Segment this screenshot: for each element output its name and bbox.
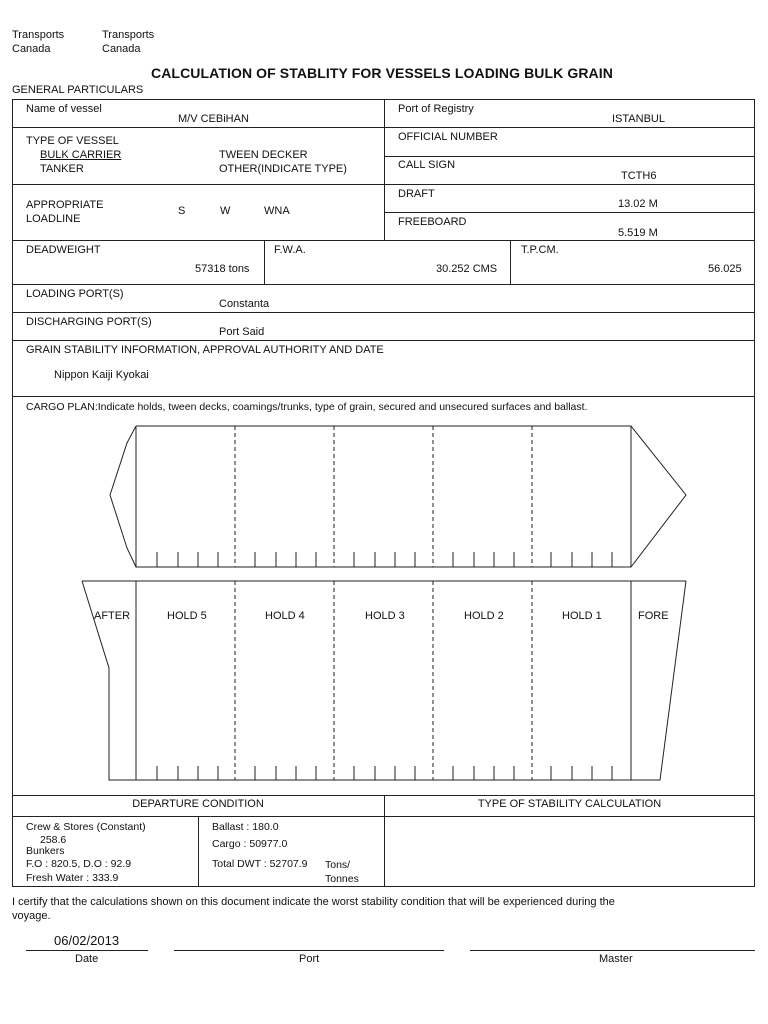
crew-stores-value: 258.6: [40, 834, 67, 846]
tpcm-value: 56.025: [708, 263, 742, 275]
brand-right-line2: Canada: [102, 43, 141, 55]
certification-text: [12, 895, 615, 923]
official-number-label: OFFICIAL NUMBER: [398, 131, 498, 143]
discharging-port-label: DISCHARGING PORT(S): [26, 316, 152, 328]
loadline-label-line2: LOADLINE: [26, 213, 81, 225]
call-sign-value: TCTH6: [621, 170, 657, 182]
deadweight-value: 57318 tons: [195, 263, 250, 275]
type-tanker: TANKER: [40, 163, 84, 175]
freeboard-label: FREEBOARD: [398, 216, 467, 228]
cargo-plan-label: CARGO PLAN:Indicate holds, tween decks, coamings/trunks, type of grain, secured and unsecured surfaces and ballast.: [26, 401, 588, 413]
section-title: GENERAL PARTICULARS: [12, 84, 144, 96]
section-hold-1: HOLD 1: [562, 610, 602, 622]
type-tween-decker: TWEEN DECKER: [219, 149, 308, 161]
draft-value: 13.02 M: [618, 198, 658, 210]
brand-left-line1: Transports: [12, 29, 65, 41]
vessel-type-label: TYPE OF VESSEL: [26, 135, 119, 147]
master-signature-line: [470, 950, 755, 951]
loadline-wna: WNA: [264, 205, 290, 217]
units-line2: Tonnes: [325, 873, 359, 885]
type-other: OTHER(INDICATE TYPE): [219, 163, 347, 175]
stability-type-header: TYPE OF STABILITY CALCULATION: [477, 798, 662, 810]
ballast-value: Ballast : 180.0: [212, 821, 279, 833]
brand-left-line2: Canada: [12, 43, 51, 55]
port-registry-value: ISTANBUL: [612, 113, 665, 125]
date-signature-line: [26, 950, 148, 951]
loading-port-value: Constanta: [219, 298, 270, 310]
master-label: Master: [599, 953, 633, 965]
profile-frame-ticks: [157, 766, 612, 780]
date-value: 06/02/2013: [54, 933, 120, 948]
call-sign-label: CALL SIGN: [398, 159, 456, 171]
profile-stern: [82, 581, 631, 780]
fwa-value: 30.252 CMS: [436, 263, 498, 275]
fwa-label: F.W.A.: [274, 244, 306, 256]
deadweight-label: DEADWEIGHT: [26, 244, 101, 256]
section-hold-2: HOLD 2: [464, 610, 504, 622]
date-label: Date: [75, 953, 99, 965]
loadline-s: S: [178, 205, 186, 217]
plan-view-bow: [631, 426, 686, 567]
section-after: AFTER: [94, 610, 131, 622]
port-registry-label: Port of Registry: [398, 103, 474, 115]
section-hold-3: HOLD 3: [365, 610, 405, 622]
loading-port-label: LOADING PORT(S): [26, 288, 124, 300]
certification-line1: I certify that the calculations shown on this document indicate the worst stability condition that will be experienced during the: [12, 896, 615, 908]
discharging-port-value: Port Said: [219, 326, 265, 338]
section-fore: FORE: [638, 610, 669, 622]
plan-view-outline: [136, 426, 631, 567]
type-bulk-carrier: BULK CARRIER: [40, 149, 122, 161]
crew-stores-label: Crew & Stores (Constant): [26, 821, 146, 833]
departure-header: DEPARTURE CONDITION: [132, 798, 264, 810]
port-signature-line: [174, 950, 444, 951]
section-hold-5: HOLD 5: [167, 610, 207, 622]
bunkers-label: Bunkers: [26, 845, 65, 857]
section-hold-4: HOLD 4: [265, 610, 305, 622]
loadline-w: W: [220, 205, 231, 217]
freeboard-value: 5.519 M: [618, 227, 658, 239]
authority-value: Nippon Kaiji Kyokai: [54, 369, 149, 381]
draft-label: DRAFT: [398, 188, 435, 200]
total-dwt-value: Total DWT : 52707.9: [212, 858, 308, 870]
certification-line2: voyage.: [12, 910, 51, 922]
fo-do-value: F.O : 820.5, D.O : 92.9: [26, 858, 132, 870]
units-line1: Tons/: [325, 859, 351, 871]
port-label: Port: [299, 953, 320, 965]
page-title: CALCULATION OF STABLITY FOR VESSELS LOADING BULK GRAIN: [151, 65, 613, 81]
units-label: [325, 858, 359, 886]
plan-view-stern: [110, 426, 136, 567]
plan-view-frame-ticks: [157, 552, 612, 567]
brand-right-line1: Transports: [102, 29, 155, 41]
vessel-name-label: Name of vessel: [26, 103, 102, 115]
loadline-label-line1: APPROPRIATE: [26, 199, 104, 211]
cargo-value: Cargo : 50977.0: [212, 838, 288, 850]
vessel-name-value: M/V CEBiHAN: [178, 113, 249, 125]
tpcm-label: T.P.CM.: [521, 244, 559, 256]
authority-label: GRAIN STABILITY INFORMATION, APPROVAL AUTHORITY AND DATE: [26, 344, 384, 356]
fresh-water-value: Fresh Water : 333.9: [26, 872, 119, 884]
